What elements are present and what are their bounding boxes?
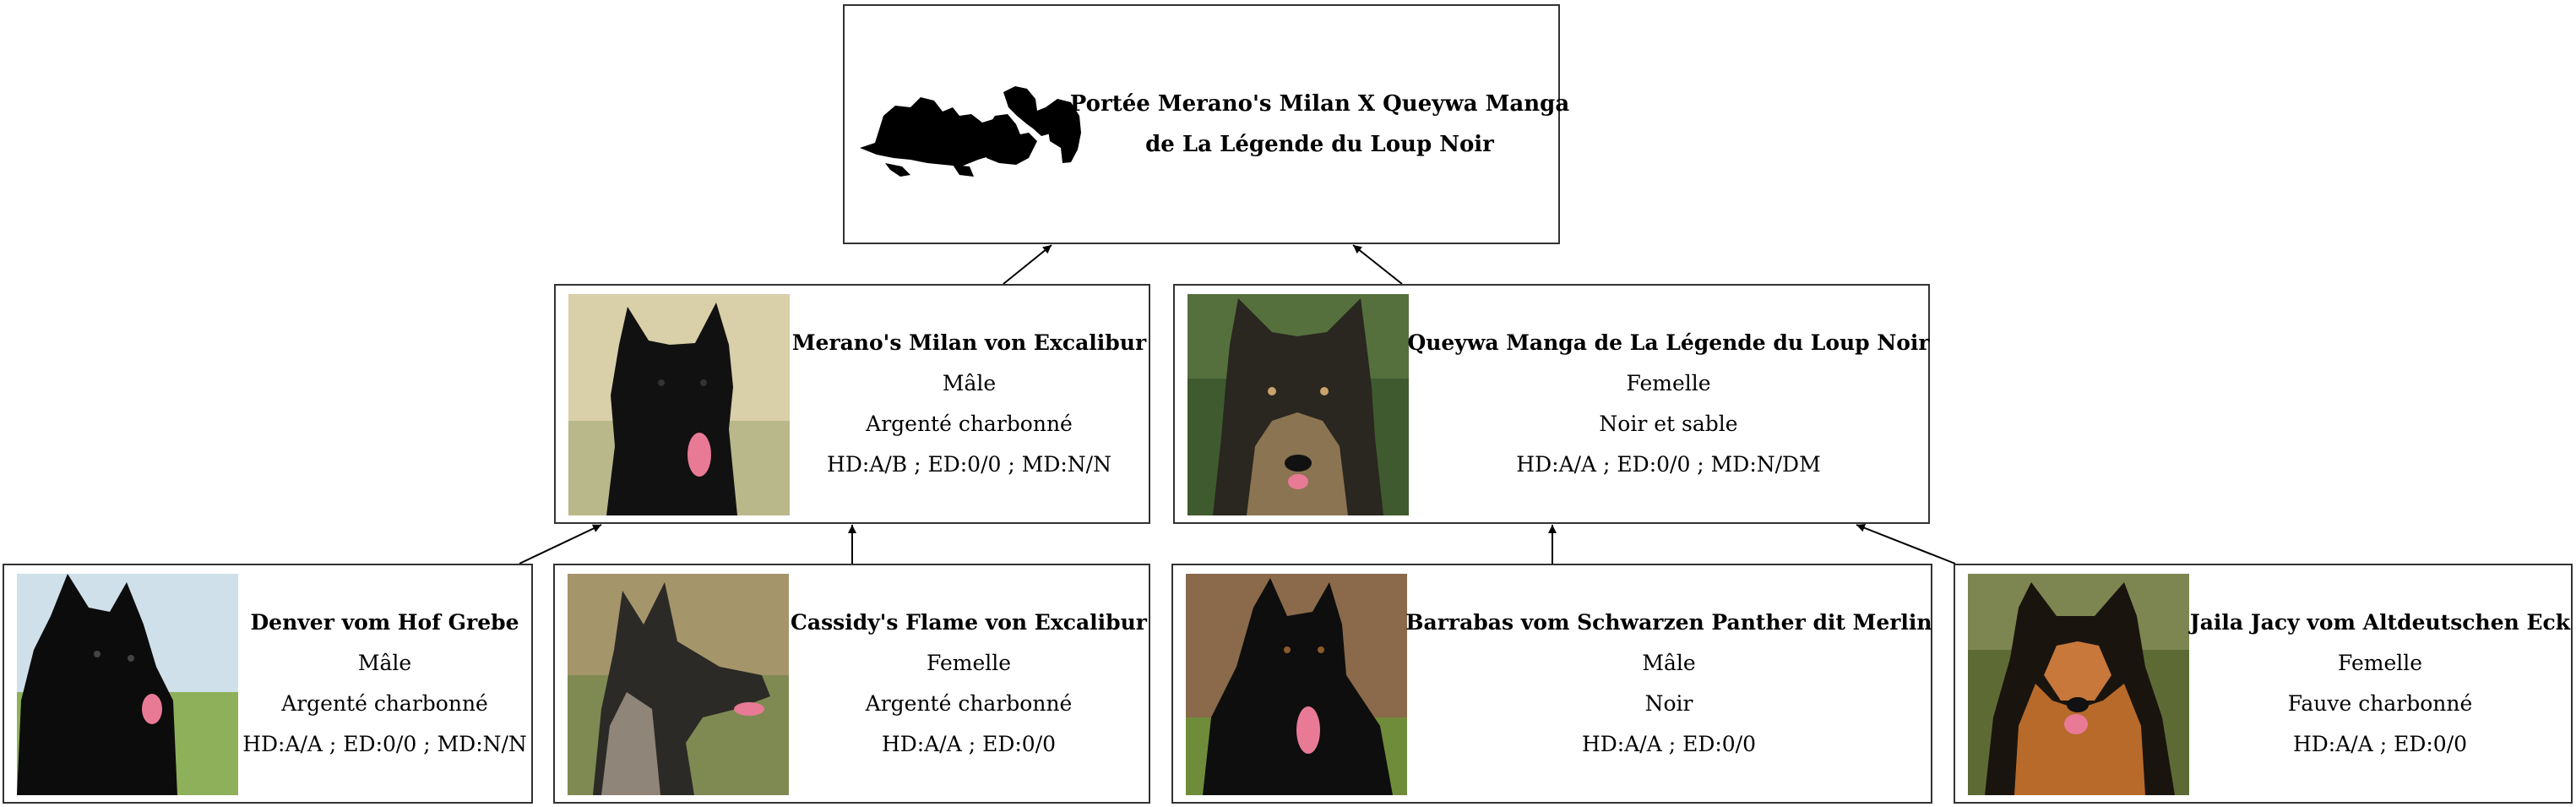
litter-title bbox=[1069, 6, 1570, 243]
dog-health: HD:A/A ; ED:0/0 ; MD:N/DM bbox=[1516, 452, 1821, 477]
grandparent-node-cassidy bbox=[553, 564, 1150, 804]
dog-sex: Femelle bbox=[1626, 371, 1711, 395]
dog-health: HD:A/A ; ED:0/0 bbox=[881, 732, 1057, 756]
dog-photo-barrabas bbox=[1186, 574, 1407, 795]
dog-info-denver bbox=[238, 565, 531, 802]
dog-color: Argenté charbonné bbox=[866, 412, 1073, 436]
dog-name: Jaila Jacy vom Altdeutschen Eck bbox=[2189, 610, 2571, 635]
dog-color: Argenté charbonné bbox=[865, 691, 1073, 716]
dog-color: Argenté charbonné bbox=[281, 691, 488, 716]
dog-name: Cassidy's Flame von Excalibur bbox=[791, 610, 1147, 635]
litter-node bbox=[843, 4, 1570, 244]
dog-sex: Mâle bbox=[357, 651, 412, 675]
grandparent-node-barrabas bbox=[1171, 564, 1932, 804]
puppies-silhouette-icon bbox=[860, 82, 1081, 179]
edge-denver-to-milan bbox=[519, 525, 601, 564]
dog-info-cassidy bbox=[789, 565, 1149, 802]
dog-info-barrabas bbox=[1407, 565, 1931, 802]
dog-photo-cassidy bbox=[568, 574, 789, 795]
edge-queywa-to-litter bbox=[1353, 245, 1402, 284]
grandparent-node-jaila bbox=[1954, 564, 2573, 804]
dog-health: HD:A/A ; ED:0/0 bbox=[2292, 732, 2468, 756]
dog-info-jaila bbox=[2189, 565, 2571, 802]
dog-photo-milan bbox=[568, 294, 790, 515]
dog-photo-denver bbox=[17, 574, 238, 795]
dog-color: Noir bbox=[1644, 691, 1693, 716]
parent-node-queywa bbox=[1173, 284, 1930, 524]
edge-jaila-to-queywa bbox=[1856, 525, 1955, 564]
dog-sex: Femelle bbox=[926, 651, 1012, 675]
grandparent-node-denver bbox=[3, 564, 533, 804]
dog-name: Merano's Milan von Excalibur bbox=[791, 330, 1147, 355]
litter-title-line1: Portée Merano's Milan X Queywa Manga bbox=[1069, 91, 1570, 117]
dog-info-milan bbox=[790, 286, 1149, 522]
dog-info-queywa bbox=[1409, 286, 1928, 522]
litter-title-line2: de La Légende du Loup Noir bbox=[1145, 132, 1494, 157]
dog-sex: Femelle bbox=[2337, 651, 2423, 675]
dog-name: Denver vom Hof Grebe bbox=[250, 610, 519, 635]
dog-sex: Mâle bbox=[1642, 651, 1696, 675]
edge-milan-to-litter bbox=[1003, 245, 1052, 284]
parent-node-milan bbox=[554, 284, 1150, 524]
dog-color: Noir et sable bbox=[1599, 412, 1738, 436]
dog-health: HD:A/A ; ED:0/0 bbox=[1581, 732, 1757, 756]
dog-photo-jaila bbox=[1968, 574, 2189, 795]
dog-photo-queywa bbox=[1187, 294, 1409, 515]
dog-name: Queywa Manga de La Légende du Loup Noir bbox=[1407, 330, 1930, 355]
dog-color: Fauve charbonné bbox=[2287, 691, 2473, 716]
dog-name: Barrabas vom Schwarzen Panther dit Merlin bbox=[1405, 610, 1932, 635]
dog-sex: Mâle bbox=[942, 371, 997, 395]
dog-health: HD:A/A ; ED:0/0 ; MD:N/N bbox=[242, 732, 527, 756]
dog-health: HD:A/B ; ED:0/0 ; MD:N/N bbox=[827, 452, 1111, 477]
